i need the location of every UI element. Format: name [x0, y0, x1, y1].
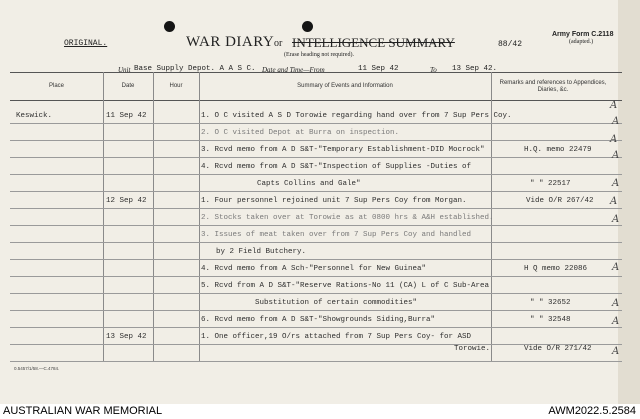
row-12-remarks: " " 32652	[530, 299, 571, 307]
col-header-summary: Summary of Events and Information	[297, 83, 393, 89]
erase-note: (Erase heading not required).	[284, 52, 354, 58]
archive-footer	[0, 404, 640, 419]
printer-note: 0.5457/1/58.—C.4784.	[14, 366, 60, 371]
row-1-date: 11 Sep 42	[106, 112, 147, 120]
row-13-summary: 6. Rcvd memo from A D S&T-"Showgrounds Siding,Burra"	[201, 316, 436, 324]
row-6-remarks: Vide O/R 267/42	[526, 197, 594, 205]
margin-mark: A	[612, 116, 620, 127]
row-7-summary: 2. Stocks taken over at Torowie as at 0800 hrs & A&H established.	[201, 214, 494, 222]
margin-mark: A	[612, 316, 620, 327]
footer-institution: AUSTRALIAN WAR MEMORIAL	[3, 405, 163, 417]
page-number: 88/42	[498, 40, 523, 49]
col-header-place: Place	[48, 83, 64, 89]
table-top-border	[10, 72, 622, 73]
margin-mark: A	[610, 100, 618, 111]
row-1-place: Keswick.	[16, 112, 53, 120]
col-divider-place	[103, 72, 104, 362]
date-from: 11 Sep 42	[358, 65, 399, 73]
row-6-date: 12 Sep 42	[106, 197, 147, 205]
row-10-summary: 4. Rcvd memo from A Sch-"Personnel for New Guinea"	[201, 265, 427, 273]
unit-value: Base Supply Depot. A A S C.	[134, 65, 256, 73]
row-6-summary: 1. Four personnel rejoined unit 7 Sup Pers Coy from Morgan.	[201, 197, 467, 205]
date-to: 13 Sep 42.	[452, 65, 498, 73]
margin-mark: A	[612, 262, 620, 273]
date-time-label: Date and Time—From	[262, 66, 325, 74]
margin-mark: A	[612, 214, 620, 225]
adapted-label: (adapted.)	[569, 39, 594, 45]
row-14-date: 13 Sep 42	[106, 333, 147, 341]
row-15-remarks: Vide O/R 271/42	[524, 345, 592, 353]
row-12-summary: Substitution of certain commodities"	[255, 299, 418, 307]
margin-mark: A	[612, 178, 620, 189]
col-divider-hour	[199, 72, 200, 362]
table-header-border	[10, 100, 622, 101]
original-label: ORIGINAL.	[64, 39, 108, 48]
row-14-summary: 1. One officer,19 O/rs attached from 7 Sup Pers Coy- for ASD	[201, 333, 472, 341]
row-10-remarks: H Q memo 22086	[524, 265, 588, 273]
footer-accession: AWM2022.5.2584	[548, 405, 636, 417]
col-divider-date	[153, 72, 154, 362]
margin-mark: A	[612, 150, 620, 161]
margin-mark: A	[612, 346, 620, 357]
row-3-remarks: H.Q. memo 22479	[524, 146, 592, 154]
row-8-summary: 3. Issues of meat taken over from 7 Sup Pers Coy and handled	[201, 231, 472, 239]
row-3-summary: 3. Rcvd memo from A D S&T-"Temporary Establishment-DID Mocrock"	[201, 146, 485, 154]
margin-mark: A	[610, 134, 618, 145]
row-9-summary: by 2 Field Butchery.	[216, 248, 307, 256]
row-13-remarks: " " 32548	[530, 316, 571, 324]
title-war-diary: WAR DIARY	[186, 34, 275, 50]
punch-hole-right	[302, 21, 313, 32]
margin-mark: A	[610, 196, 618, 207]
row-4-summary: 4. Rcvd memo from A D S&T-"Inspection of Supplies -Duties of	[201, 163, 472, 171]
row-11-summary: 5. Rcvd from A D S&T-"Reserve Rations-No 11 (CA) L of C Sub-Area	[201, 282, 490, 290]
row-2-summary: 2. O C visited Depot at Burra on inspection.	[201, 129, 400, 137]
title-or: or	[274, 38, 283, 49]
row-5-remarks: " " 22517	[530, 180, 571, 188]
to-label: To	[430, 66, 437, 74]
col-header-hour: Hour	[169, 83, 183, 89]
title-intelligence-summary: INTELLIGENCE SUMMARY	[292, 35, 455, 50]
army-form-label: Army Form C.2118	[552, 31, 614, 38]
punch-hole-left	[164, 21, 175, 32]
unit-label: Unit	[118, 66, 131, 74]
col-header-remarks: Remarks and references to Appendices, Diaries, &c.	[499, 80, 607, 93]
col-header-date: Date	[121, 83, 135, 89]
row-15-summary: Torowie.	[454, 345, 491, 353]
margin-mark: A	[612, 298, 620, 309]
row-5-summary: Capts Collins and Gale"	[257, 180, 361, 188]
row-1-summary: 1. O C visited A S D Torowie regarding hand over from 7 Sup Pers Coy.	[201, 112, 512, 120]
